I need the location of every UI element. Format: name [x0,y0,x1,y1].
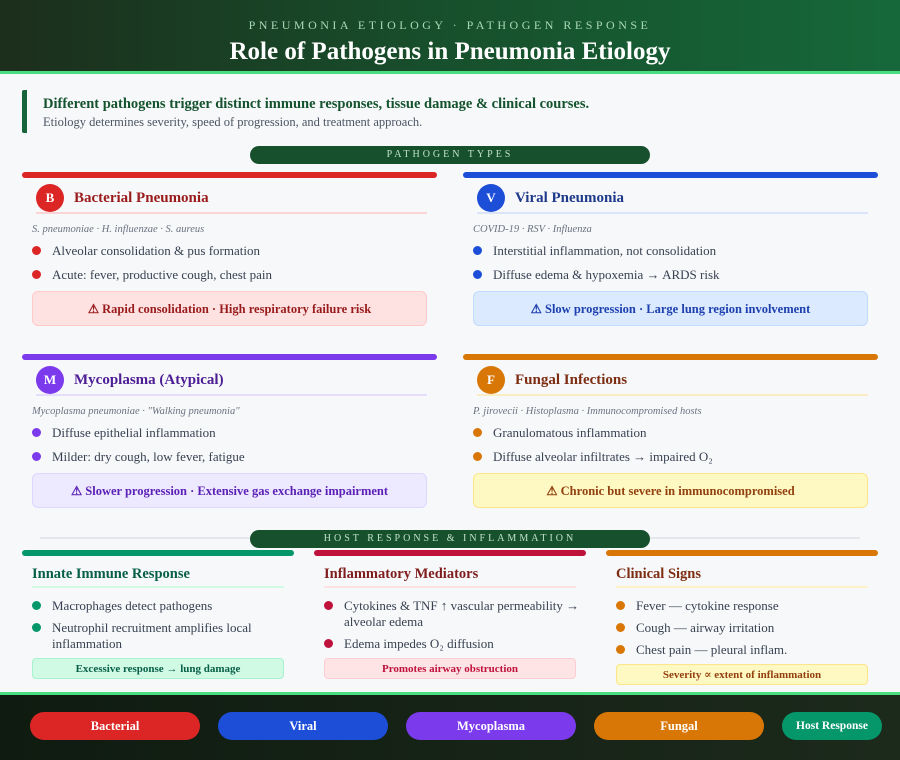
legend-mycoplasma: Mycoplasma [406,712,576,740]
list-item: Alveolar consolidation & pus formation [32,243,437,259]
col-innate-immune [22,550,294,679]
bullet-icon [473,246,482,255]
list-item: Granulomatous inflammation [473,425,878,441]
list-item: Acute: fever, productive cough, chest pain [32,267,437,283]
card-callout: ⚠ Rapid consolidation · High respiratory failure risk [32,291,427,326]
bullet-icon [32,428,41,437]
col-accent-bar [606,550,878,556]
list-item: Milder: dry cough, low fever, fatigue [32,449,437,465]
page-title: Role of Pathogens in Pneumonia Etiology [229,38,671,65]
list-item: Interstitial inflammation, not consolidation [473,243,878,259]
col-accent-bar [22,550,294,556]
card-accent-bar [22,172,437,178]
legend-footer [0,692,900,760]
list-item: Diffuse epithelial inflammation [32,425,437,441]
bullet-icon [32,452,41,461]
list-item: Diffuse edema & hypoxemia → ARDS risk [473,267,878,283]
col-callout: Excessive response → lung damage [32,658,284,679]
bullet-icon [616,645,625,654]
mycoplasma-icon: M [36,366,64,394]
card-accent-bar [463,354,878,360]
fungus-icon: F [477,366,505,394]
intro-headline: Different pathogens trigger distinct immune responses, tissue damage & clinical courses. [43,96,590,112]
legend-host-response: Host Response [782,712,882,740]
list-item: Chest pain — pleural inflam. [616,642,878,658]
card-title: Fungal Infections [515,371,628,388]
list-item: Cough — airway irritation [616,620,878,636]
card-pathogens: S. pneumoniae · H. influenzae · S. aureus [32,224,205,235]
col-clinical-signs [606,550,878,685]
list-item: Edema impedes O₂ diffusion [324,636,586,652]
card-accent-bar [463,172,878,178]
card-fungal [463,354,878,508]
card-title: Mycoplasma (Atypical) [74,371,224,388]
col-callout: Promotes airway obstruction [324,658,576,679]
col-title: Clinical Signs [616,565,702,582]
card-accent-bar [22,354,437,360]
bullet-icon [32,270,41,279]
col-title: Innate Immune Response [32,565,190,582]
col-accent-bar [314,550,586,556]
bullet-icon [32,623,41,632]
bullet-icon [616,623,625,632]
card-callout: ⚠ Chronic but severe in immunocompromised [473,473,868,508]
intro-callout [22,90,589,133]
bullet-icon [616,601,625,610]
intro-subtext: Etiology determines severity, speed of progression, and treatment approach. [43,115,423,129]
virus-icon: V [477,184,505,212]
col-title: Inflammatory Mediators [324,565,479,582]
card-pathogens: COVID-19 · RSV · Influenza [473,224,592,235]
list-item: Fever — cytokine response [616,598,878,614]
card-mycoplasma [22,354,437,508]
list-item: Neutrophil recruitment amplifies local inflammation [32,620,294,652]
col-callout: Severity ∝ extent of inflammation [616,664,868,685]
card-pathogens: Mycoplasma pneumoniae · "Walking pneumonia" [32,406,240,417]
card-callout: ⚠ Slower progression · Extensive gas exchange impairment [32,473,427,508]
card-title: Viral Pneumonia [515,189,625,206]
card-callout: ⚠ Slow progression · Large lung region involvement [473,291,868,326]
section-host-response: HOST RESPONSE & INFLAMMATION [250,530,650,548]
bullet-icon [32,601,41,610]
list-item: Macrophages detect pathogens [32,598,294,614]
card-bacterial [22,172,437,326]
legend-fungal: Fungal [594,712,764,740]
legend-viral: Viral [218,712,388,740]
header [0,0,900,74]
section-pathogen-types: PATHOGEN TYPES [250,146,650,164]
bullet-icon [473,428,482,437]
list-item: Cytokines & TNF ↑ vascular permeability → alveolar edema [324,598,586,630]
bullet-icon [473,452,482,461]
bullet-icon [32,246,41,255]
card-title: Bacterial Pneumonia [74,189,209,206]
list-item: Diffuse alveolar infiltrates → impaired O₂ [473,449,878,465]
bacteria-icon: B [36,184,64,212]
card-viral [463,172,878,326]
legend-bacterial: Bacterial [30,712,200,740]
header-kicker: PNEUMONIA ETIOLOGY · PATHOGEN RESPONSE [248,18,652,32]
bullet-icon [473,270,482,279]
col-inflammatory-mediators [314,550,586,679]
bullet-icon [324,601,333,610]
card-pathogens: P. jirovecii · Histoplasma · Immunocompromised hosts [473,406,702,417]
bullet-icon [324,639,333,648]
